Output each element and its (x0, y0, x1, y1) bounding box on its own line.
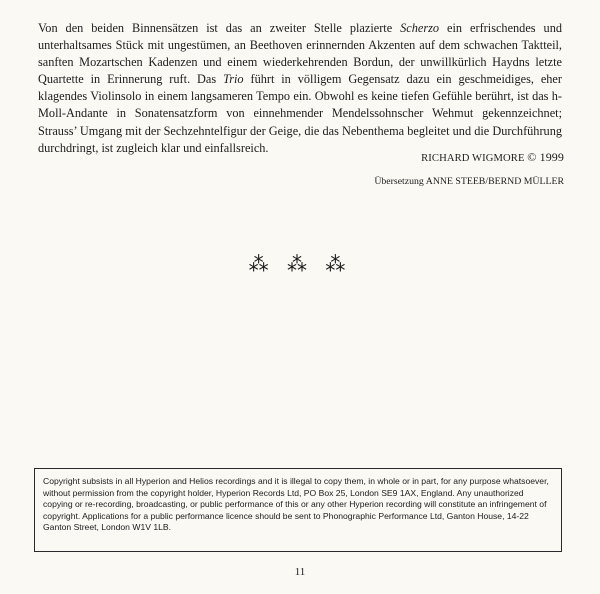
section-divider-ornament: ⁂ ⁂ ⁂ (248, 252, 352, 276)
body-paragraph (38, 20, 562, 157)
translation-label: Übersetzung (374, 176, 424, 187)
body-text-part-3: führt in völligem Gegensatz dazu ein geschmeidiges, eher klagendes Violinsolo in einem langsameren Tempo ein. Obwohl es keine tiefen Gefühle berührt, ist das h-Moll-Andante in Sonatensatzform von einnehmender Mendelssohnscher Wehmut gekennzeichnet; Strauss’ Umgang mit der Sechzehntelfigur der Geige, die das Nebenthema begleitet und die Durchführung durchdringt, ist zugleich klar und einfallsreich. (38, 72, 562, 155)
author-credit (421, 150, 564, 165)
author-copyright: © 1999 (527, 150, 564, 164)
copyright-notice-text: Copyright subsists in all Hyperion and Helios recordings and it is illegal to copy them, in whole or in part, for any purpose whatsoever, without permission from the copyright holder, Hyperion Records Ltd, PO Box 25, London SE9 1AX, England. Any unauthorized copying or re-recording, broadcasting, or public performance of this or any other Hyperion recording will constitute an infringement of copyright. Applications for a public performance licence should be sent to Phonographic Performance Ltd, Ganton House, 14-22 Ganton Street, London W1V 1LB. (43, 476, 549, 533)
trio-term: Trio (223, 72, 244, 87)
body-text-part-2: ein erfrischendes und unterhaltsames Stück mit ungestümen, an Beethoven erinnernden Akzenten auf dem schwachen Taktteil, sanften Mozartschen Kadenzen und einem wiederkehrenden Bordun, der unwillkürlich Haydns letzte Quartette in Erinnerung ruft. Das (38, 21, 562, 87)
translation-credit (374, 176, 564, 187)
scherzo-term: Scherzo (400, 21, 440, 35)
translator-names: ANNE STEEB/BERND MÜLLER (425, 176, 564, 187)
page-number: 11 (294, 566, 306, 578)
body-text-part-1: Von den beiden Binnensätzen ist das an zweiter Stelle plazierte (38, 21, 401, 35)
author-name: RICHARD WIGMORE (421, 153, 525, 164)
copyright-notice-box (34, 468, 562, 552)
